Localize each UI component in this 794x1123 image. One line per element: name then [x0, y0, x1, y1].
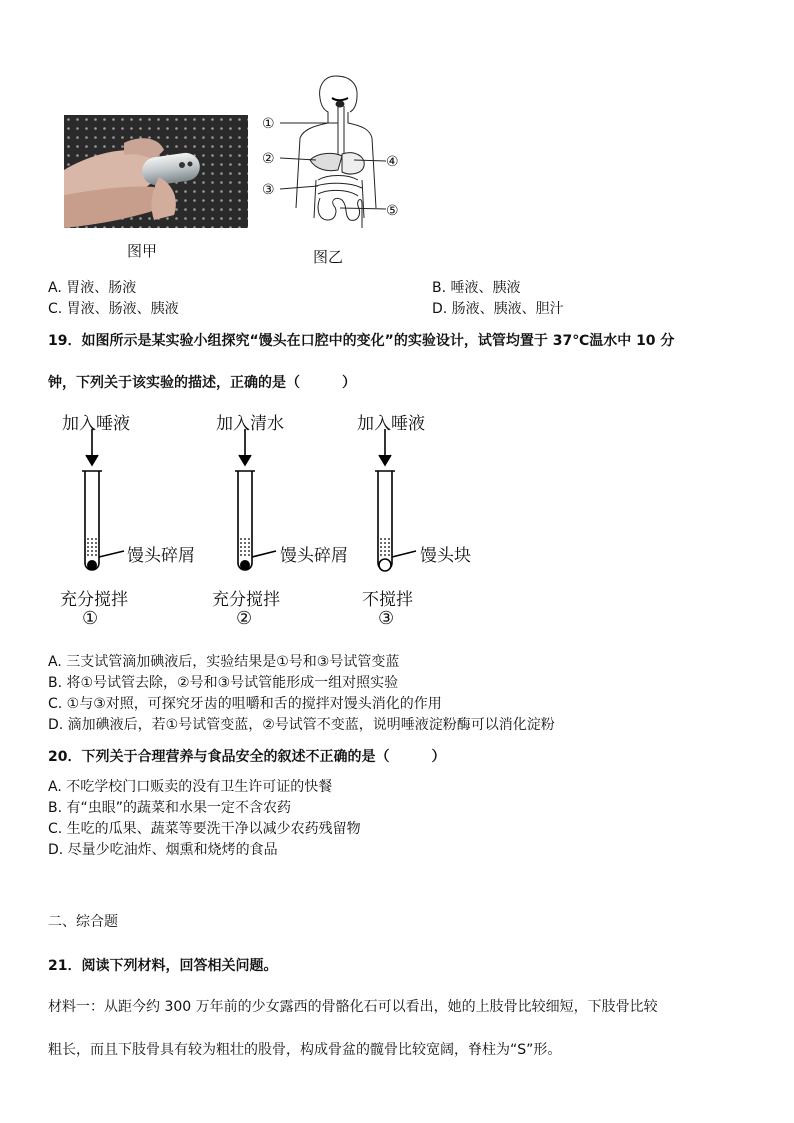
q19-option-a: A. 三支试管滴加碘液后，实验结果是①号和③号试管变蓝 — [48, 654, 400, 670]
q18-option-b: B. 唾液、胰液 — [432, 280, 521, 296]
material1-line2: 粗长，而且下肢骨具有较为粗壮的股骨，构成骨盆的髋骨比较宽阔，脊柱为“S”形。 — [48, 1042, 562, 1058]
q21-stem: 21．阅读下列材料，回答相关问题。 — [48, 958, 278, 974]
test-tube-2 — [235, 429, 276, 570]
tube2-bottom-label: 充分搅拌 — [212, 590, 280, 610]
diagram-label-5: ⑤ — [386, 203, 399, 219]
tube3-number: ③ — [378, 608, 395, 629]
tube2-top-label: 加入清水 — [216, 414, 284, 434]
diagram-label-4: ④ — [386, 154, 399, 170]
q19-option-b: B. 将①号试管去除，②号和③号试管能形成一组对照实验 — [48, 675, 399, 691]
tube2-number: ② — [236, 608, 253, 629]
tube1-number: ① — [82, 608, 99, 629]
q19-stem-line2: 钟，下列关于该实验的描述，正确的是（ ） — [48, 375, 356, 391]
section-heading: 二、综合题 — [48, 914, 118, 930]
q20-stem: 20．下列关于合理营养与食品安全的叙述不正确的是（ ） — [48, 749, 446, 765]
q19-option-d: D. 滴加碘液后，若①号试管变蓝，②号试管不变蓝，说明唾液淀粉酶可以消化淀粉 — [48, 717, 555, 733]
tube2-side-label: 馒头碎屑 — [280, 546, 348, 566]
test-tube-3 — [375, 429, 416, 571]
diagram-label-2: ② — [262, 151, 275, 167]
tube1-top-label: 加入唾液 — [62, 414, 130, 434]
q20-option-a: A. 不吃学校门口贩卖的没有卫生许可证的快餐 — [48, 779, 333, 795]
figure-b-caption: 图乙 — [313, 248, 344, 266]
q18-option-c: C. 胃液、肠液、胰液 — [48, 301, 179, 317]
test-tube-1 — [82, 429, 124, 570]
q18-option-d: D. 肠液、胰液、胆汁 — [432, 301, 564, 317]
diagram-label-3: ③ — [262, 182, 275, 198]
tube1-bottom-label: 充分搅拌 — [60, 590, 128, 610]
q19-stem-line1: 19．如图所示是某实验小组探究“馒头在口腔中的变化”的实验设计，试管均置于 37℃温水中 10 分 — [48, 333, 675, 349]
tube1-side-label: 馒头碎屑 — [127, 546, 195, 566]
q20-option-b: B. 有“虫眼”的蔬菜和水果一定不含农药 — [48, 800, 292, 816]
q20-option-c: C. 生吃的瓜果、蔬菜等要洗干净以减少农药残留物 — [48, 821, 361, 837]
material1-line1: 材料一：从距今约 300 万年前的少女露西的骨骼化石可以看出，她的上肢骨比较细短，下肢骨比较 — [48, 999, 658, 1015]
q18-option-a: A. 胃液、肠液 — [48, 280, 137, 296]
q20-option-d: D. 尽量少吃油炸、烟熏和烧烤的食品 — [48, 842, 278, 858]
tube3-side-label: 馒头块 — [420, 546, 471, 566]
figure-a-caption: 图甲 — [127, 242, 158, 260]
q19-option-c: C. ①与③对照，可探究牙齿的咀嚼和舌的搅拌对馒头消化的作用 — [48, 696, 442, 712]
diagram-label-1: ① — [262, 116, 275, 132]
capsule-photo — [64, 115, 248, 228]
tube3-bottom-label: 不搅拌 — [362, 590, 413, 610]
tube3-top-label: 加入唾液 — [357, 414, 425, 434]
